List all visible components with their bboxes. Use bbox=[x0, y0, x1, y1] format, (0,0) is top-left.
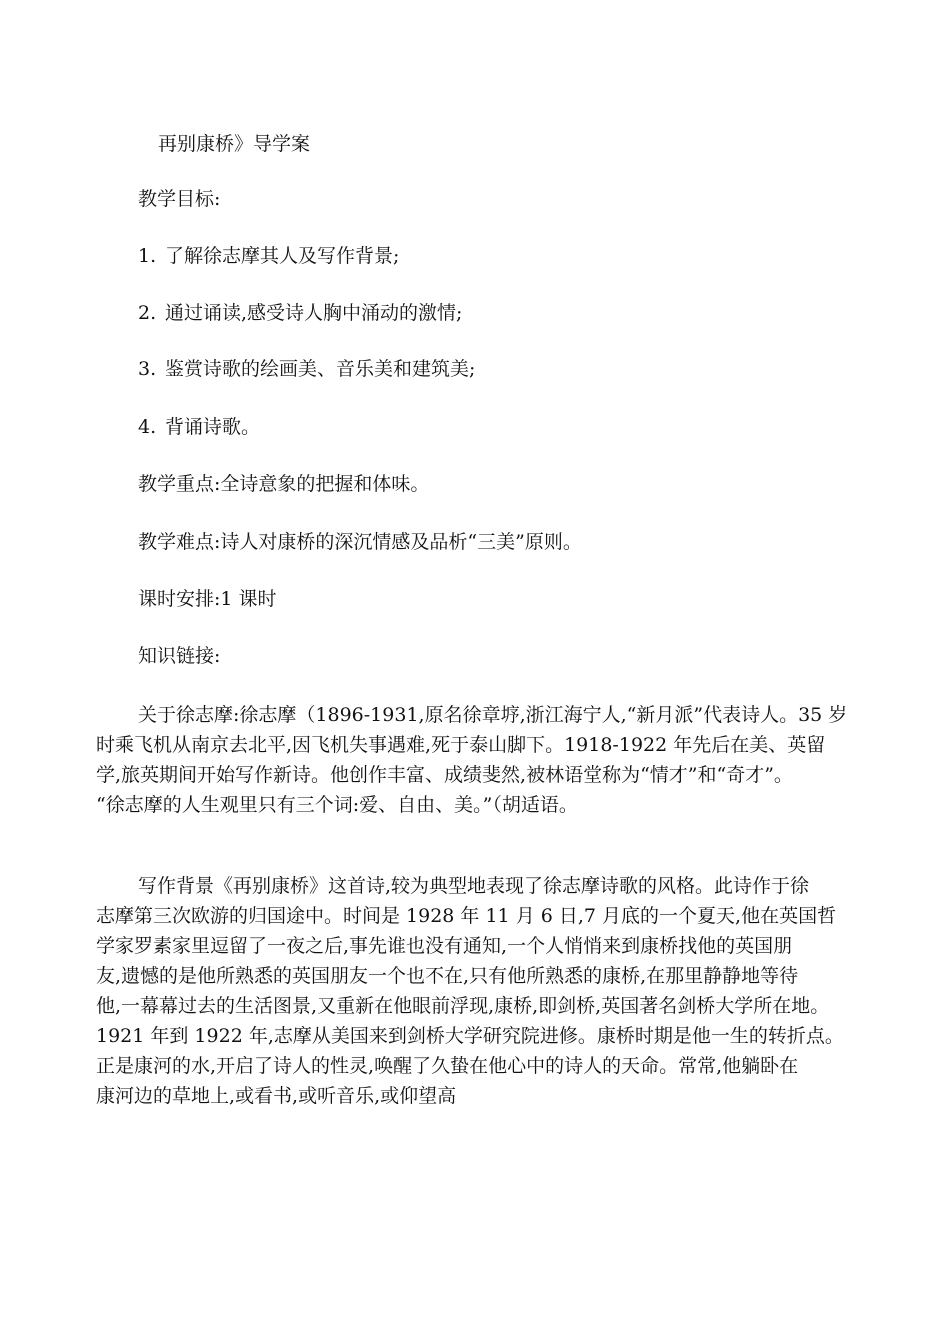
teaching-goal-item bbox=[138, 244, 399, 268]
paragraph-line: 时乘飞机从南京去北平,因飞机失事遇难,死于泰山脚下。1918-1922 年先后在美、英留 bbox=[96, 734, 826, 756]
paragraph-line: 学,旅英期间开始写作新诗。他创作丰富、成绩斐然,被林语堂称为“情才”和“奇才”。 bbox=[96, 764, 793, 786]
paragraph-line: 志摩第三次欧游的归国途中。时间是 1928 年 11 月 6 日,7 月底的一个夏天,他在英国哲 bbox=[96, 905, 837, 927]
goal-text: 背诵诗歌。 bbox=[165, 416, 261, 438]
teaching-goal-item bbox=[138, 301, 462, 325]
paragraph-line: 写作背景《再别康桥》这首诗,较为典型地表现了徐志摩诗歌的风格。此诗作于徐 bbox=[138, 875, 810, 897]
goal-number: 4. bbox=[138, 416, 157, 438]
goal-text: 通过诵读,感受诗人胸中涌动的激情; bbox=[165, 302, 463, 324]
knowledge-link-heading: 知识链接: bbox=[138, 645, 221, 667]
paragraph-line: 1921 年到 1922 年,志摩从美国来到剑桥大学研究院进修。康桥时期是他一生的转折点。 bbox=[96, 1025, 844, 1047]
paragraph-line: 关于徐志摩:徐志摩（1896-1931,原名徐章垿,浙江海宁人,“新月派”代表诗人。35 岁 bbox=[138, 704, 848, 726]
paragraph-line: “徐志摩的人生观里只有三个词:爱、自由、美。”（胡适语。 bbox=[96, 794, 578, 816]
teaching-goal-item bbox=[138, 357, 475, 381]
goal-text: 了解徐志摩其人及写作背景; bbox=[165, 245, 400, 267]
goal-text: 鉴赏诗歌的绘画美、音乐美和建筑美; bbox=[165, 358, 476, 380]
goal-number: 3. bbox=[138, 358, 157, 380]
paragraph-line: 他,一幕幕过去的生活图景,又重新在他眼前浮现,康桥,即剑桥,英国著名剑桥大学所在地。 bbox=[96, 995, 830, 1017]
paragraph-line: 学家罗素家里逗留了一夜之后,事先谁也没有通知,一个人悄悄来到康桥找他的英国朋 bbox=[96, 935, 793, 957]
paragraph-line: 正是康河的水,开启了诗人的性灵,唤醒了久蛰在他心中的诗人的天命。常常,他躺卧在 bbox=[96, 1055, 799, 1077]
paragraph-line: 友,遗憾的是他所熟悉的英国朋友一个也不在,只有他所熟悉的康桥,在那里静静地等待 bbox=[96, 965, 799, 987]
document-title: 再别康桥》导学案 bbox=[158, 133, 311, 155]
goal-number: 2. bbox=[138, 302, 157, 324]
teaching-key-point: 教学重点:全诗意象的把握和体味。 bbox=[138, 473, 430, 495]
author-paragraph bbox=[96, 700, 866, 820]
teaching-difficulty: 教学难点:诗人对康桥的深沉情感及品析“三美”原则。 bbox=[138, 531, 582, 553]
goal-number: 1. bbox=[138, 245, 157, 267]
class-schedule: 课时安排:1 课时 bbox=[138, 588, 277, 610]
paragraph-line: 康河边的草地上,或看书,或听音乐,或仰望高 bbox=[96, 1085, 457, 1107]
teaching-goals-heading: 教学目标: bbox=[138, 188, 221, 210]
background-paragraph bbox=[96, 871, 866, 1111]
teaching-goal-item bbox=[138, 415, 260, 439]
